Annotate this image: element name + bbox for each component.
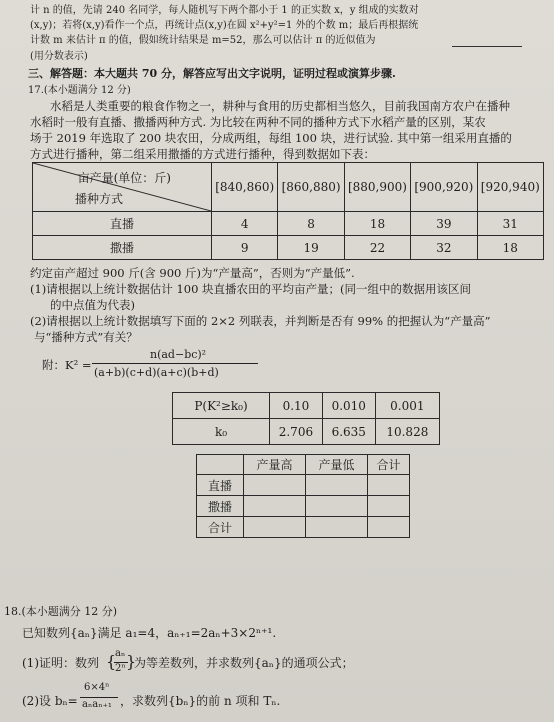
ct-row-label: 撒播 (197, 496, 244, 517)
brace-left: { (106, 652, 117, 671)
row-label: 撒播 (33, 236, 212, 260)
row-label: 直播 (33, 212, 212, 236)
q17-line-4: 场于 2019 年选取了 200 块农田，分成两组，每组 100 块，进行试验. 其中第一组采用直播的 (30, 131, 512, 145)
ct-empty-cell (244, 496, 306, 517)
fraction-bar (92, 363, 258, 364)
k-critical-table (172, 392, 440, 445)
q18-part1-suffix: 为等差数列，并求数列{aₙ}的通项公式； (134, 656, 354, 670)
table-cell: 31 (477, 212, 543, 236)
col-header: [920,940) (477, 163, 543, 212)
k-cell: 2.706 (270, 419, 323, 445)
col-header: [880,900) (344, 163, 410, 212)
header-yield-label: 亩产量(单位：斤) (77, 171, 171, 185)
table-cell: 39 (411, 212, 477, 236)
q17-part1-b: 的中点值为代表) (50, 298, 135, 312)
k-cell: 6.635 (322, 419, 375, 445)
k-cell: 0.10 (270, 393, 323, 419)
q17-title: 17.(本小题满分 12 分) (28, 85, 131, 96)
prev-line-1: 计 n 的值，先请 240 名同学，每人随机写下两个都小于 1 的正实数 x，y 组成的实数对 (30, 5, 419, 16)
q17-line-3: 水稻时一般有直播、撒播两种方式. 为比较在两种不同的播种方式下水稻产量的区别，某农 (30, 115, 486, 129)
ct-row-label: 合计 (197, 517, 244, 538)
col-header: [860,880) (278, 163, 344, 212)
table-cell: 19 (278, 236, 344, 260)
frac-bar (80, 697, 118, 698)
q18-part2-suffix: ，求数列{bₙ}的前 n 项和 Tₙ. (120, 694, 281, 708)
section-3-heading: 三、解答题：本大题共 70 分，解答应写出文字说明，证明过程或演算步骤. (28, 67, 396, 80)
frac-den: aₙaₙ₊₁ (82, 699, 112, 710)
q17-part2-a: (2)请根据以上统计数据填写下面的 2×2 列联表，并判断是否有 99% 的把握认为“产量高” (30, 314, 491, 328)
ct-empty-cell (368, 517, 410, 538)
formula-numerator: n(ad−bc)² (150, 348, 207, 361)
q18-part1-fraction (106, 648, 137, 678)
ct-empty-cell (306, 496, 368, 517)
ct-row-label: 直播 (197, 475, 244, 496)
prev-line-2: (x,y)；若将(x,y)看作一个点，再统计点(x,y)在圆 x²+y²=1 外的个数 m；最后再根据统 (30, 20, 419, 31)
formula-denominator: (a+b)(c+d)(a+c)(b+d) (94, 366, 219, 379)
diagonal-header-cell (33, 163, 212, 212)
k-row1-label: P(K²≥k₀) (173, 393, 270, 419)
answer-blank (452, 46, 522, 47)
table-cell: 22 (344, 236, 410, 260)
contingency-table (196, 454, 410, 538)
q17-part2-b: 与“播种方式”有关？ (34, 330, 138, 344)
ct-empty-cell (368, 496, 410, 517)
frac-num: aₙ (115, 648, 126, 659)
col-header: [840,860) (212, 163, 278, 212)
q17-definition: 约定亩产超过 900 斤(含 900 斤)为“产量高”，否则为“产量低”. (30, 266, 355, 280)
prev-line-3: 计数 m 来估计 π 的值，假如统计结果是 m=52，那么可以估计 π 的近似值为 (30, 35, 376, 46)
table-cell: 18 (344, 212, 410, 236)
ct-empty-cell (368, 475, 410, 496)
k-cell: 10.828 (375, 419, 439, 445)
table-cell: 18 (477, 236, 543, 260)
ct-header: 产量低 (306, 455, 368, 475)
k-cell: 0.010 (322, 393, 375, 419)
q17-line-5: 方式进行播种，第二组采用撒播的方式进行播种，得到数据如下表： (30, 147, 375, 161)
q18-part2-prefix: (2)设 bₙ= (22, 694, 78, 708)
frac-den: 2ⁿ (115, 663, 126, 674)
q18-part1-prefix: (1)证明：数列 (22, 656, 99, 670)
brace-right: } (126, 652, 137, 671)
k-row2-label: k₀ (173, 419, 270, 445)
q18-title: 18.(本小题满分 12 分) (4, 605, 118, 618)
ct-header (197, 455, 244, 475)
ct-header: 产量高 (244, 455, 306, 475)
ct-empty-cell (306, 475, 368, 496)
formula-label: 附：K² = (42, 358, 92, 372)
table-cell: 9 (212, 236, 278, 260)
ct-header: 合计 (368, 455, 410, 475)
k-cell: 0.001 (375, 393, 439, 419)
frac-num: 6×4ⁿ (84, 682, 110, 693)
ct-empty-cell (306, 517, 368, 538)
q18-part2-fraction (80, 682, 120, 716)
ct-empty-cell (244, 517, 306, 538)
table-cell: 32 (411, 236, 477, 260)
ct-empty-cell (244, 475, 306, 496)
prev-line-4: (用分数表示) (30, 51, 88, 62)
header-method-label: 播种方式 (75, 192, 124, 206)
table-cell: 4 (212, 212, 278, 236)
yield-table (32, 162, 544, 260)
table-cell: 8 (278, 212, 344, 236)
col-header: [900,920) (411, 163, 477, 212)
q17-line-2: 水稻是人类重要的粮食作物之一，耕种与食用的历史都相当悠久，目前我国南方农户在播种 (50, 99, 510, 113)
q18-statement: 已知数列{aₙ}满足 a₁=4，aₙ₊₁=2aₙ+3×2ⁿ⁺¹. (22, 626, 277, 640)
q17-part1-a: (1)请根据以上统计数据估计 100 块直播农田的平均亩产量；(同一组中的数据用该区间 (30, 282, 472, 296)
